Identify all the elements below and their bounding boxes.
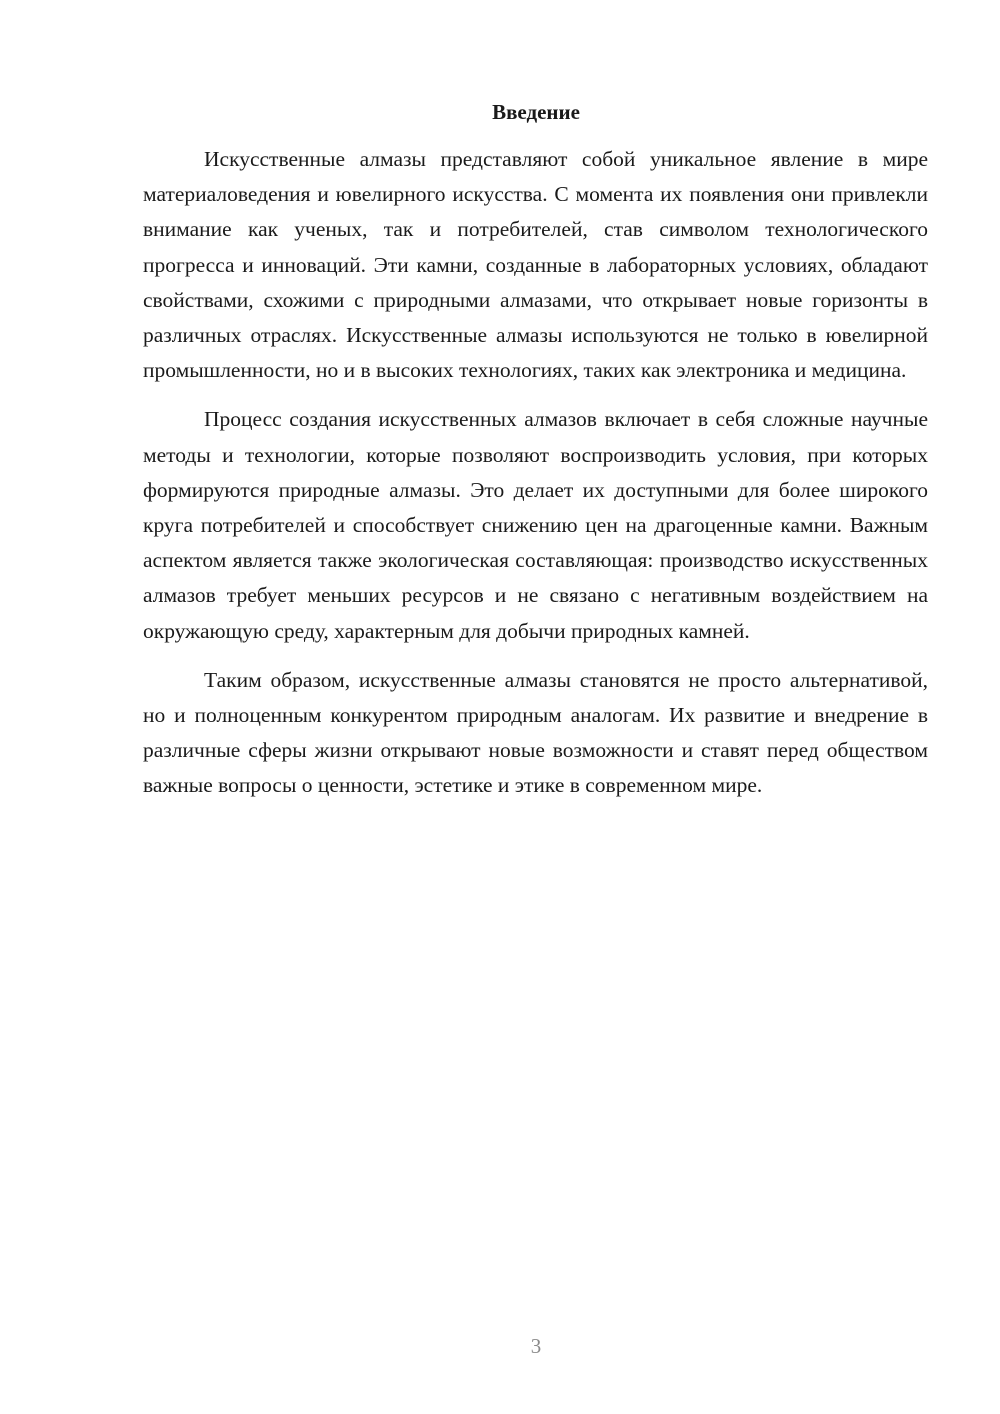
paragraph-3: Таким образом, искусственные алмазы становятся не просто альтернативой, но и полноценным конкурентом природным аналогам. Их развитие и внедрение в различные сферы жизни открывают новые возможности и ставят перед обществом важные вопросы о ценности, эстетике и этике в современном мире. — [143, 667, 928, 798]
page-number: 3 — [530, 1334, 542, 1358]
paragraph-1: Искусственные алмазы представляют собой уникальное явление в мире материаловедения и ювелирного искусства. С момента их появления они привлекли внимание как ученых, так и потребителей, став символом технологического прогресса и инноваций. Эти камни, созданные в лабораторных условиях, обладают свойствами, схожими с природными алмазами, что открывает новые горизонты в различных отраслях. Искусственные алмазы используются не только в ювелирной промышленности, но и в высоких технологиях, таких как электроника и медицина. — [143, 147, 928, 383]
body-text — [143, 142, 928, 818]
section-title: Введение — [492, 100, 580, 124]
paragraph-2: Процесс создания искусственных алмазов включает в себя сложные научные методы и технологии, которые позволяют воспроизводить условия, при которых формируются природные алмазы. Это делает их доступными для более широкого круга потребителей и способствует снижению цен на драгоценные камни. Важным аспектом является также экологическая составляющая: производство искусственных алмазов требует меньших ресурсов и не связано с негативным воздействием на окружающую среду, характерным для добычи природных камней. — [143, 407, 928, 643]
